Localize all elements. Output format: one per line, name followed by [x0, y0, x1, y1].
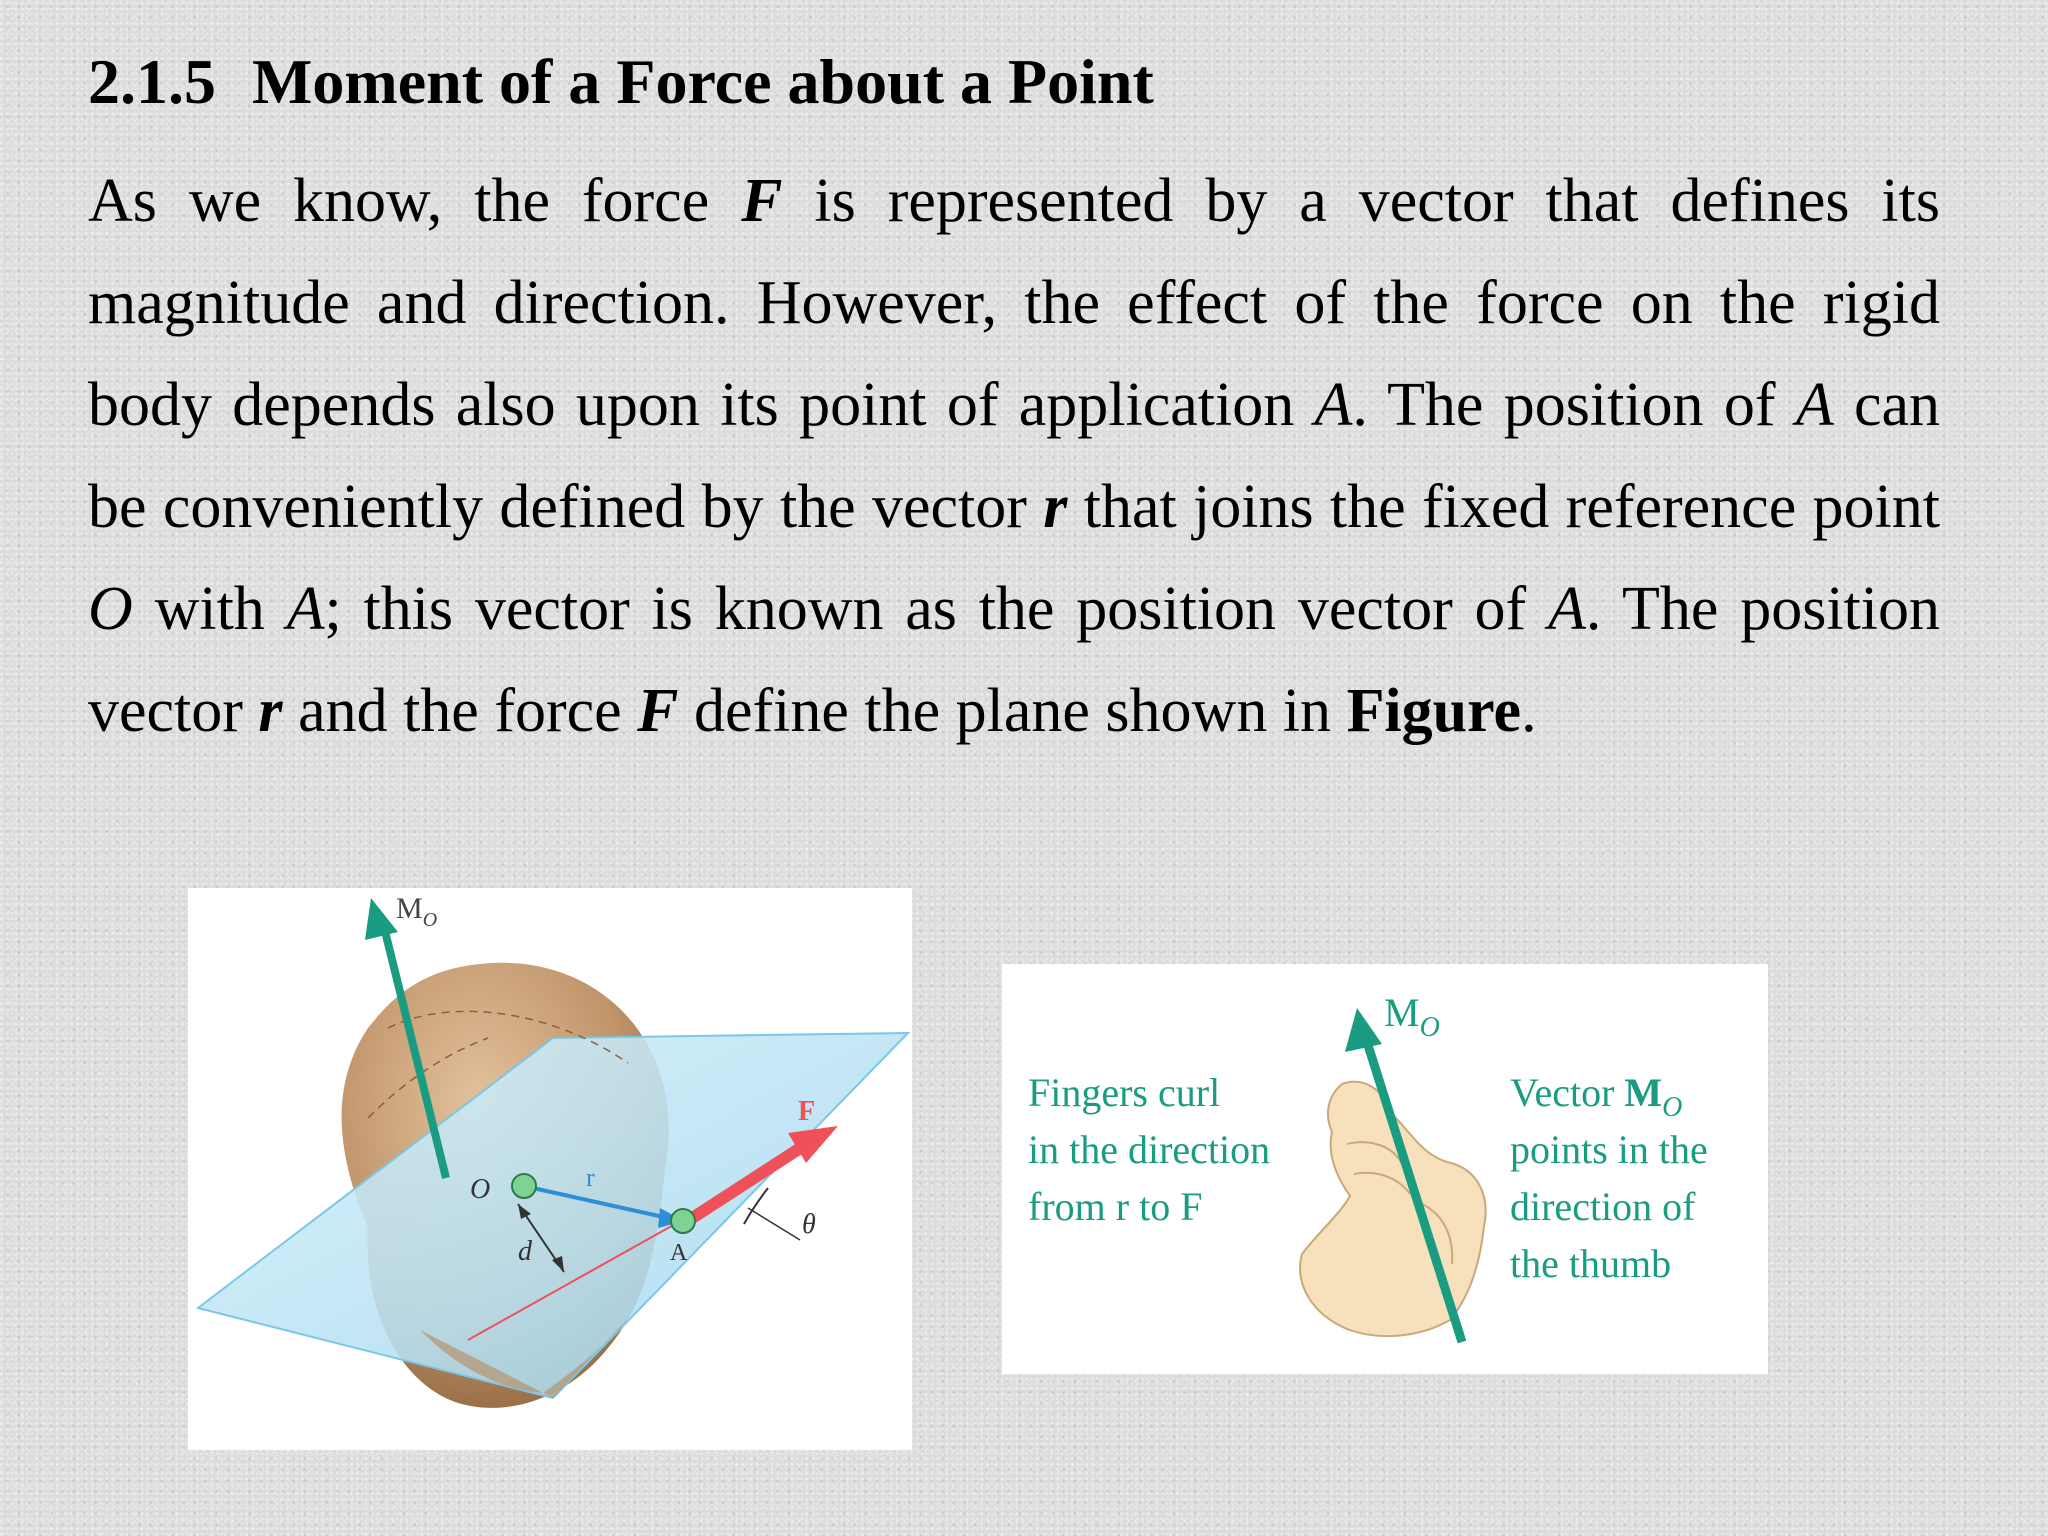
point-o-marker: [512, 1174, 536, 1198]
label-mo: $M_O$: [396, 892, 438, 931]
section-title: Moment of a Force about a Point: [252, 46, 1154, 117]
text-run: with: [132, 575, 287, 643]
label-f: F: [798, 1096, 816, 1127]
point-a-symbol: A: [1795, 371, 1834, 439]
text-run: can be conveniently defined by the vector: [88, 371, 1940, 541]
label-r: r: [586, 1163, 595, 1192]
label-point-a: A: [670, 1240, 688, 1266]
caption-fingers-line-3: from r to F: [1028, 1184, 1203, 1229]
text-run: ; this vector is known as the position vector of: [324, 575, 1548, 643]
text-run: .: [1521, 677, 1537, 745]
point-a-symbol: A: [286, 575, 325, 643]
label-d: d: [518, 1236, 532, 1267]
text-run: is represented by a vector that defines its magnitude and direction. However, the effect of the force on the rigid body depends also upon its point of application: [88, 167, 1940, 439]
text-run: define the plane shown in: [678, 677, 1347, 745]
figure-reference: Figure: [1346, 677, 1522, 745]
right-hand-rule-diagram: [1002, 964, 1768, 1374]
moment-figure-diagram: [188, 888, 912, 1450]
text-run: that joins the fixed reference point: [1067, 473, 1940, 541]
angle-theta-leader: [748, 1208, 800, 1240]
body-paragraph: [88, 150, 1940, 762]
caption-vector-line-3: direction of: [1510, 1184, 1696, 1229]
text-run: . The position vector: [88, 575, 1940, 745]
right-hand-rule-svg: [1002, 964, 1768, 1374]
section-number: 2.1.5: [88, 46, 216, 117]
text-run: and the force: [282, 677, 638, 745]
point-a-marker: [671, 1209, 695, 1233]
force-symbol: F: [637, 677, 679, 745]
force-symbol: F: [741, 167, 783, 235]
caption-fingers-line-2: in the direction: [1028, 1127, 1271, 1172]
label-point-o: O: [470, 1174, 491, 1205]
caption-vector-line-1: Vector $M_O$: [1510, 1070, 1683, 1123]
r-vector-symbol: r: [258, 677, 283, 745]
caption-vector-line-4: the thumb: [1510, 1241, 1672, 1286]
label-theta: θ: [802, 1209, 816, 1240]
r-vector-symbol: r: [1043, 473, 1068, 541]
section-heading: [88, 46, 1154, 117]
point-a-symbol: A: [1314, 371, 1353, 439]
point-a-symbol: A: [1547, 575, 1586, 643]
moment-figure-svg: [188, 888, 912, 1450]
label-mo: $M_O$: [1384, 990, 1440, 1043]
caption-fingers-line-1: Fingers curl: [1028, 1070, 1221, 1115]
moment-vector-arrowhead: [365, 898, 398, 940]
text-run: . The position of: [1352, 371, 1796, 439]
text-run: As we know, the force: [88, 167, 742, 235]
point-o-symbol: O: [88, 575, 133, 643]
moment-vector-arrowhead: [1345, 1008, 1382, 1052]
caption-vector-line-2: points in the: [1510, 1127, 1708, 1172]
